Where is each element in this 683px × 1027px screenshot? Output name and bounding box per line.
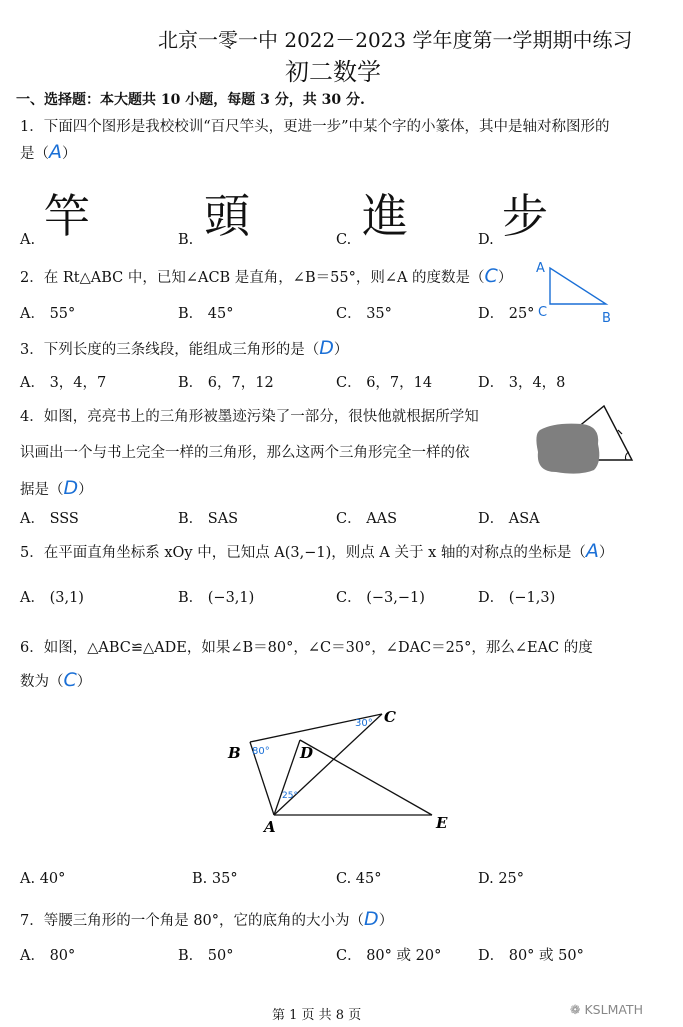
q3-prefix: 3．下列长度的三条线段，能组成三角形的是（	[20, 342, 320, 358]
q1-handwritten-answer: A	[49, 141, 62, 163]
q5-option-a: A． (3,1)	[20, 590, 84, 606]
q2-triangle-figure	[532, 258, 620, 326]
q6-label-b: B	[228, 744, 241, 762]
q3-text	[20, 337, 348, 359]
q2-text	[20, 265, 512, 287]
q3-handwritten-answer: D	[319, 337, 334, 359]
q6-option-d: D. 25°	[478, 871, 525, 887]
q7-handwritten-answer: D	[364, 908, 379, 930]
q7-option-b: B． 50°	[178, 948, 234, 964]
q4-handwritten-answer: D	[63, 477, 79, 499]
q7-option-d: D． 80° 或 50°	[478, 948, 584, 964]
section-heading: 一、选择题：本大题共 10 小题，每题 3 分，共 30 分.	[16, 92, 365, 108]
q6-option-a: A. 40°	[20, 871, 66, 887]
q6-prefix: 数为（	[20, 674, 64, 690]
seal-glyph-3: 進	[362, 189, 408, 243]
q6-label-d: D	[300, 744, 314, 762]
q7-close: ）	[378, 913, 394, 929]
q7-option-c: C． 80° 或 20°	[336, 948, 442, 964]
q2-option-c: C． 35°	[336, 306, 392, 322]
q2-label-b: B	[602, 311, 611, 326]
seal-glyph-4: 步	[502, 189, 548, 243]
q2-prefix: 2．在 Rt△ABC 中，已知∠ACB 是直角，∠B＝55°，则∠A 的度数是（	[20, 270, 485, 286]
q6-label-c: C	[384, 708, 396, 726]
q6-angle-a-mark: 25°	[282, 791, 298, 801]
q2-option-a: A． 55°	[20, 306, 76, 322]
q6-congruent-triangles-figure	[222, 700, 462, 840]
q2-handwritten-answer: C	[484, 265, 498, 287]
q2-option-b: B． 45°	[178, 306, 234, 322]
q3-option-a: A． 3，4，7	[20, 375, 107, 391]
q6-label-e: E	[436, 814, 448, 832]
q4-text-line3	[20, 477, 93, 499]
q1-option-b: B.	[178, 232, 194, 248]
q2-label-a: A	[536, 261, 545, 276]
q7-text	[20, 908, 393, 930]
q5-option-b: B． (−3,1)	[178, 590, 255, 606]
seal-glyph-1: 竿	[44, 189, 90, 243]
q6-option-b: B. 35°	[192, 871, 238, 887]
q6-text-line2	[20, 669, 91, 691]
q6-option-c: C. 45°	[336, 871, 382, 887]
q2-option-d: D． 25°	[478, 306, 535, 322]
q7-prefix: 7．等腰三角形的一个角是 80°，它的底角的大小为（	[20, 913, 365, 929]
q1-text-line2	[20, 141, 77, 163]
q4-ink-stained-triangle	[532, 400, 642, 480]
q6-close: ）	[76, 674, 92, 690]
q1-close: ）	[62, 146, 77, 162]
q2-close: ）	[497, 270, 513, 286]
q4-text-line1: 4．如图，亮亮书上的三角形被墨迹污染了一部分，很快他就根据所学知	[20, 409, 479, 425]
q3-option-b: B． 6，7，12	[178, 375, 274, 391]
q4-option-c: C． AAS	[336, 511, 398, 527]
subject-title: 初二数学	[285, 58, 381, 86]
ink-blot	[536, 424, 599, 474]
q6-handwritten-answer: C	[63, 669, 77, 691]
q1-option-a: A.	[20, 232, 36, 248]
q1-prefix: 是（	[20, 146, 49, 162]
q6-text-line1: 6．如图，△ABC≌△ADE，如果∠B＝80°，∠C＝30°，∠DAC＝25°，那么∠EAC 的度	[20, 640, 593, 656]
q3-option-d: D． 3，4，8	[478, 375, 566, 391]
q1-option-d: D.	[478, 232, 494, 248]
seal-glyph-2: 頭	[204, 189, 250, 243]
page-title: 北京一零一中 2022－2023 学年度第一学期期中练习	[158, 28, 633, 52]
q5-option-d: D． (−1,3)	[478, 590, 556, 606]
q4-close: ）	[78, 482, 93, 498]
q6-label-a: A	[264, 818, 276, 836]
q1-option-c: C.	[336, 232, 352, 248]
q5-handwritten-answer: A	[585, 540, 599, 562]
q6-angle-b-mark: 80°	[252, 746, 270, 757]
wechat-icon: ❁	[570, 1002, 581, 1017]
q5-prefix: 5．在平面直角坐标系 xOy 中，已知点 A(3,−1)，则点 A 关于 x 轴的对称点的坐标是（	[20, 545, 586, 561]
q6-angle-c-mark: 30°	[355, 718, 373, 729]
q4-option-b: B． SAS	[178, 511, 239, 527]
q5-text	[20, 540, 613, 562]
q3-close: ）	[333, 342, 349, 358]
q2-label-c: C	[538, 305, 548, 320]
q4-text-line2: 识画出一个与书上完全一样的三角形，那么这两个三角形完全一样的依	[20, 445, 470, 461]
q3-option-c: C． 6，7，14	[336, 375, 433, 391]
q7-option-a: A． 80°	[20, 948, 76, 964]
q4-prefix: 据是（	[20, 482, 64, 498]
q5-option-c: C． (−3,−1)	[336, 590, 425, 606]
q4-option-d: D． ASA	[478, 511, 540, 527]
q4-option-a: A． SSS	[20, 511, 79, 527]
q1-text-line1: 1．下面四个图形是我校校训“百尺竿头，更进一步”中某个字的小篆体，其中是轴对称图形的	[20, 119, 610, 135]
page-number: 第 1 页 共 8 页	[272, 1008, 362, 1023]
watermark	[570, 1002, 643, 1017]
watermark-text: KSLMATH	[584, 1002, 643, 1017]
q5-close: ）	[598, 545, 614, 561]
